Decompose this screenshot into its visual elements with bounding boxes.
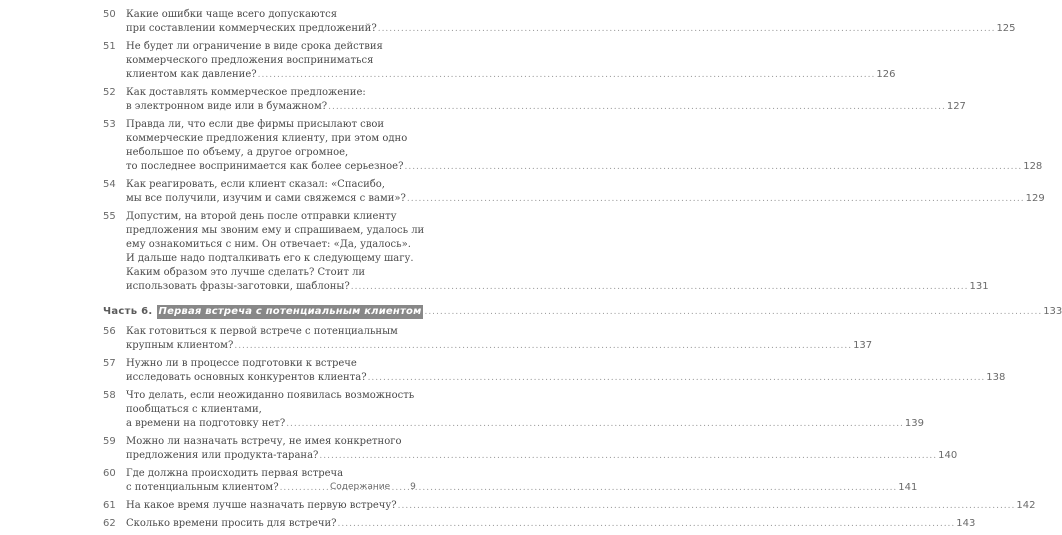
leader-dots: [351, 280, 969, 294]
entry-text: [126, 210, 989, 294]
entry-page-number: 125: [996, 23, 1016, 34]
entry-line-text: крупным клиентом?: [126, 340, 234, 351]
entry-line-text: Что делать, если неожиданно появилась возможность: [126, 390, 415, 401]
entry-line: [126, 22, 1016, 36]
entry-line: [126, 40, 895, 54]
entry-text: [126, 325, 872, 353]
leader-dots: [407, 192, 1025, 206]
entry-line: [126, 517, 975, 531]
toc-entries-group-b: [103, 325, 1036, 531]
footer-page-number: 9: [410, 482, 416, 492]
entry-line-text: клиентом как давление?: [126, 69, 257, 80]
entry-line-text: коммерческие предложения клиенту, при этом одно: [126, 133, 408, 144]
toc-entry: [103, 499, 1036, 513]
footer-section-title: Содержание: [330, 482, 391, 492]
entry-line-text: то последнее воспринимается как более серьезное?: [126, 161, 404, 172]
entry-line: [126, 467, 917, 481]
entry-line-text: Нужно ли в процессе подготовки к встрече: [126, 358, 357, 369]
entry-line-text: в электронном виде или в бумажном?: [126, 101, 328, 112]
entry-line-text: пообщаться с клиентами,: [126, 404, 262, 415]
entry-line: [126, 435, 957, 449]
entry-line-text: Как реагировать, если клиент сказал: «Спасибо,: [126, 179, 385, 190]
entry-line-text: а времени на подготовку нет?: [126, 418, 286, 429]
page-footer: [330, 482, 416, 492]
entry-text: [126, 8, 1016, 36]
entry-line: [126, 8, 1016, 22]
entry-line: [126, 210, 989, 224]
entry-page-number: 128: [1023, 161, 1043, 172]
entry-page-number: 127: [946, 101, 966, 112]
entry-line: [126, 403, 924, 417]
entry-number: 51: [103, 41, 116, 52]
entry-text: [126, 389, 924, 431]
entry-line: [126, 417, 924, 431]
entry-number: 58: [103, 390, 116, 401]
entry-line-text: Каким образом это лучше сделать? Стоит ли: [126, 267, 366, 278]
toc-entry: [103, 40, 896, 82]
entry-text: [126, 86, 966, 114]
entry-text: [126, 118, 1042, 174]
entry-line: [126, 178, 1045, 192]
leader-dots: [368, 371, 986, 385]
entry-text: [126, 178, 1045, 206]
entry-number: 50: [103, 9, 116, 20]
toc-entry: [103, 210, 989, 294]
entry-line: [126, 266, 989, 280]
entry-line-text: На какое время лучше назначать первую встречу?: [126, 500, 397, 511]
leader-dots: [319, 449, 937, 463]
entry-number: 55: [103, 211, 116, 222]
entry-line-text: предложения или продукта-тарана?: [126, 450, 319, 461]
entry-page-number: 131: [969, 281, 989, 292]
entry-text: [126, 357, 1005, 385]
entry-text: [126, 40, 895, 82]
entry-number: 54: [103, 179, 116, 190]
entry-page-number: 141: [898, 482, 918, 493]
entry-line-text: Допустим, на второй день после отправки клиенту: [126, 211, 397, 222]
entry-line: [126, 449, 957, 463]
table-of-contents: [103, 8, 1062, 535]
part-page-number: 133: [1043, 306, 1062, 317]
entry-line-text: ему ознакомиться с ним. Он отвечает: «Да, удалось».: [126, 239, 411, 250]
part-heading-prefix: Часть 6.: [103, 306, 153, 317]
entry-line: [126, 118, 1042, 132]
toc-entry: [103, 178, 1045, 206]
entry-line: [126, 280, 989, 294]
entry-number: 62: [103, 518, 116, 529]
leader-dots: [328, 100, 946, 114]
entry-number: 57: [103, 358, 116, 369]
toc-entry: [103, 389, 925, 431]
entry-page-number: 137: [853, 340, 873, 351]
entry-line: [126, 238, 989, 252]
entry-line: [126, 86, 966, 100]
entry-page-number: 126: [876, 69, 896, 80]
entry-page-number: 139: [904, 418, 925, 429]
entry-number: 61: [103, 500, 116, 511]
entry-line-text: мы все получили, изучим и сами свяжемся с вами»?: [126, 193, 406, 204]
entry-number: 59: [103, 436, 116, 447]
entry-line: [126, 54, 895, 68]
entry-line-text: Можно ли назначать встречу, не имея конкретного: [126, 436, 402, 447]
entry-line: [126, 357, 1005, 371]
entry-text: [126, 467, 917, 495]
entry-number: 52: [103, 87, 116, 98]
entry-line-text: исследовать основных конкурентов клиента?: [126, 372, 367, 383]
entry-page-number: 140: [938, 450, 958, 461]
leader-dots: [258, 68, 876, 82]
entry-line-text: Сколько времени просить для встречи?: [126, 518, 337, 529]
entry-line: [126, 132, 1042, 146]
entry-line: [126, 499, 1035, 513]
entry-line: [126, 68, 895, 82]
entry-line: [126, 160, 1042, 174]
entry-line: [126, 146, 1042, 160]
entry-line-text: небольшое по объему, а другое огромное,: [126, 147, 349, 158]
leader-dots: [398, 499, 1016, 513]
entry-line: [126, 224, 989, 238]
toc-entries-group-a: [103, 8, 1045, 294]
part-heading-title: Первая встреча с потенциальным клиентом: [158, 306, 422, 317]
toc-entry: [103, 118, 1043, 174]
entry-line-text: при составлении коммерческих предложений?: [126, 23, 377, 34]
entry-page-number: 138: [986, 372, 1006, 383]
entry-line: [126, 389, 924, 403]
entry-text: [126, 435, 957, 463]
leader-dots: [424, 305, 1042, 319]
entry-page-number: 143: [956, 518, 976, 529]
entry-line: [126, 481, 917, 495]
entry-line: [126, 252, 989, 266]
entry-line-text: И дальше надо подталкивать его к следующему шагу.: [126, 253, 414, 264]
part-heading: [103, 305, 1062, 319]
entry-line-text: Где должна происходить первая встреча: [126, 468, 344, 479]
entry-page-number: 129: [1025, 193, 1045, 204]
leader-dots: [234, 339, 852, 353]
entry-line-text: Какие ошибки чаще всего допускаются: [126, 9, 338, 20]
toc-entry: [103, 435, 958, 463]
leader-dots: [286, 417, 904, 431]
toc-entry: [103, 325, 873, 353]
entry-line-text: Как доставлять коммерческое предложение:: [126, 87, 366, 98]
entry-number: 56: [103, 326, 116, 337]
entry-line: [126, 371, 1005, 385]
leader-dots: [378, 22, 996, 36]
entry-line: [126, 325, 872, 339]
toc-entry: [103, 357, 1006, 385]
entry-line-text: использовать фразы-заготовки, шаблоны?: [126, 281, 350, 292]
entry-line-text: с потенциальным клиентом?: [126, 482, 279, 493]
leader-dots: [338, 517, 956, 531]
entry-line: [126, 100, 966, 114]
entry-line-text: Не будет ли ограничение в виде срока действия: [126, 41, 383, 52]
entry-line: [126, 192, 1045, 206]
entry-line-text: предложения мы звоним ему и спрашиваем, удалось ли: [126, 225, 425, 236]
toc-entry: [103, 86, 966, 114]
toc-entry: [103, 8, 1016, 36]
leader-dots: [404, 160, 1022, 174]
entry-line-text: Как готовиться к первой встрече с потенциальным: [126, 326, 398, 337]
entry-number: 60: [103, 468, 116, 479]
entry-text: [126, 517, 975, 531]
toc-entry: [103, 517, 976, 531]
entry-line-text: Правда ли, что если две фирмы присылают свои: [126, 119, 385, 130]
entry-page-number: 142: [1016, 500, 1036, 511]
entry-text: [126, 499, 1035, 513]
entry-line: [126, 339, 872, 353]
entry-line-text: коммерческого предложения восприниматься: [126, 55, 374, 66]
entry-number: 53: [103, 119, 116, 130]
